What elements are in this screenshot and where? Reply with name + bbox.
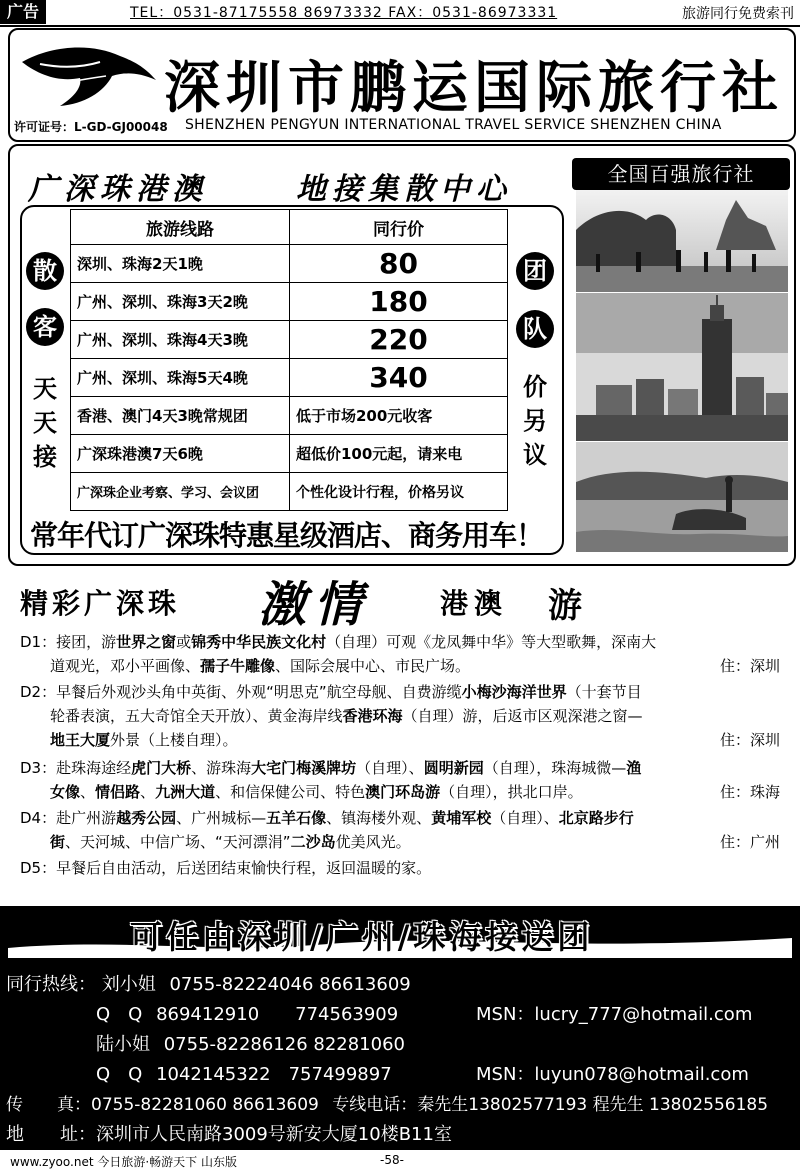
price-note-cell: 超低价100元起，请来电 (290, 435, 508, 473)
price-negotiable-vertical (516, 370, 554, 472)
table-row (71, 473, 508, 511)
photo-city-skyline (576, 293, 788, 441)
highlight: 世界之窗 (116, 633, 177, 651)
fax-label: 传 真： (6, 1095, 91, 1115)
highlight: 锦秀中华民族文化村 (191, 633, 327, 651)
itinerary-title (20, 568, 640, 633)
contact1-msn: lucry_777@hotmail.com (534, 1004, 753, 1025)
photo-fisher-girl-statue (576, 442, 788, 552)
text: 、天河城、中信广场、“天河漂涓” (65, 833, 291, 851)
day-label: D5： (20, 859, 57, 877)
contact2-msn-line (476, 1060, 749, 1086)
text: 接团，游 (56, 633, 117, 651)
special-line-numbers: 秦先生13802577193 程先生 13802556185 (417, 1095, 769, 1115)
address-label: 地 址： (6, 1124, 96, 1145)
vtext-char: 天 (33, 375, 57, 403)
route-cell: 香港、澳门4天3晚常规团 (71, 397, 290, 435)
contact1-name: 刘小姐 (101, 974, 156, 995)
day-label: D2： (20, 683, 57, 701)
route-price-table (70, 209, 508, 511)
contact-line5 (6, 1090, 768, 1115)
highlight: 女像 (50, 783, 81, 801)
highlight: 地王大厦 (50, 731, 111, 749)
itinerary-day1 (20, 630, 790, 678)
itinerary-day5 (20, 856, 790, 880)
day-label: D1： (20, 633, 57, 651)
text: （自理），拱北口岸。 (440, 783, 583, 801)
route-cell: 广深珠港澳7天6晚 (71, 435, 290, 473)
text: 、 (80, 783, 96, 801)
text: 、国际会展中心、市民广场。 (275, 657, 471, 675)
contact1-msn-line (476, 1000, 752, 1026)
top-divider (0, 25, 800, 27)
price-cell: 80 (290, 245, 508, 283)
itinerary-day2 (20, 680, 790, 752)
text: 、游珠海 (191, 759, 252, 777)
qq-label: Q Q (96, 1004, 143, 1025)
transfer-banner: 可任由深圳/广州/珠海接送团 (130, 918, 594, 956)
stay-location: 住：深圳 (719, 731, 780, 749)
route-cell: 广州、深圳、珠海4天3晚 (71, 321, 290, 359)
price-cell: 220 (290, 321, 508, 359)
route-cell: 广深珠企业考察、学习、会议团 (71, 473, 290, 511)
highlight: 黄埔军校 (431, 809, 492, 827)
price-cell: 340 (290, 359, 508, 397)
qq-label: Q Q (96, 1064, 143, 1085)
text: （十套节目 (566, 683, 642, 701)
page-number: -58- (380, 1153, 404, 1167)
col-header-price: 同行价 (290, 210, 508, 245)
table-row (71, 359, 508, 397)
top-strip (0, 0, 800, 26)
highlight: 圆明新园 (423, 759, 484, 777)
daily-pickup-vertical (26, 372, 64, 474)
itinerary-day4 (20, 806, 790, 854)
text: （自理）可观《龙凤舞中华》等大型歌舞，深南大 (326, 633, 657, 651)
highlight: 孺子牛雕像 (200, 657, 276, 675)
highlight: 香港环海 (342, 707, 403, 725)
text: 赴广州游 (56, 809, 117, 827)
day-label: D4： (20, 809, 57, 827)
route-cell: 深圳、珠海2天1晚 (71, 245, 290, 283)
text: 、镇海楼外观、 (326, 809, 432, 827)
stay-location: 住：深圳 (719, 657, 780, 675)
contact2-msn: luyun078@hotmail.com (534, 1064, 749, 1085)
highlight: 越秀公园 (116, 809, 177, 827)
vtext-char: 议 (523, 441, 547, 469)
address: 深圳市人民南路3009号新安大厦10楼B11室 (96, 1124, 452, 1145)
table-header-row (71, 210, 508, 245)
top100-badge: 全国百强旅行社 (572, 158, 790, 190)
text: 赴珠海途经 (56, 759, 132, 777)
special-line-label: 专线电话： (332, 1095, 418, 1115)
text: 道观光，邓小平画像、 (50, 657, 201, 675)
contact-line1 (6, 970, 411, 996)
site-slogan: www.zyoo.net 今日旅游·畅游天下 山东版 (10, 1155, 237, 1169)
text: （自理）游，后返市区观深港之窗— (402, 707, 643, 725)
agency-name: 深圳市鹏运国际旅行社 (164, 55, 784, 121)
table-row (71, 321, 508, 359)
text: 、 (140, 783, 156, 801)
vtext-char: 接 (33, 443, 57, 471)
ad-tag: 广告 (0, 0, 46, 24)
route-cell: 广州、深圳、珠海3天2晚 (71, 283, 290, 321)
title-part3: 港澳 (440, 587, 509, 620)
fax-number: 0755-82281060 86613609 (91, 1095, 319, 1115)
highlight: 九洲大道 (155, 783, 216, 801)
contact2-qq: 1042145322 757499897 (156, 1064, 392, 1085)
msn-label: MSN： (476, 1064, 535, 1085)
itinerary-day3 (20, 756, 790, 804)
highlight: 渔 (626, 759, 642, 777)
badge-san: 散 (26, 252, 64, 290)
vtext-char: 另 (523, 407, 547, 435)
agency-english-name: SHENZHEN PENGYUN INTERNATIONAL TRAVEL SERVICE SHENZHEN CHINA (185, 117, 722, 133)
highlight: 虎门大桥 (131, 759, 192, 777)
page-footer (0, 1150, 800, 1171)
table-row (71, 283, 508, 321)
contact1-qq: 869412910 774563909 (156, 1004, 399, 1025)
eagle-logo-icon (20, 42, 160, 108)
text: 或 (176, 633, 192, 651)
day-label: D3： (20, 759, 57, 777)
contact-line4 (96, 1060, 392, 1086)
col-header-route: 旅游线路 (71, 210, 290, 245)
vtext-char: 天 (33, 409, 57, 437)
stay-location: 住：广州 (719, 833, 780, 851)
highlight: 大宅门梅溪牌坊 (251, 759, 357, 777)
highlight: 五羊石像 (266, 809, 327, 827)
highlight: 二沙岛 (290, 833, 336, 851)
price-cell: 180 (290, 283, 508, 321)
price-note-cell: 低于市场200元收客 (290, 397, 508, 435)
agency-header (8, 28, 796, 142)
contact-line6 (6, 1120, 452, 1146)
contact1-phone: 0755-82224046 86613609 (169, 974, 411, 995)
free-guide-note: 旅游同行免费索刊 (682, 6, 794, 22)
badge-tuan: 团 (516, 252, 554, 290)
msn-label: MSN： (476, 1004, 535, 1025)
title-passion: 激情 (258, 577, 371, 633)
text: 早餐后外观沙头角中英街、外观“明思克”航空母舰、自费游缆 (56, 683, 462, 701)
hotel-booking-banner: 常年代订广深珠特惠星级酒店、商务用车！ (30, 519, 544, 552)
text: 、和信保健公司、特色 (215, 783, 366, 801)
text: 优美风光。 (335, 833, 411, 851)
route-cell: 广州、深圳、珠海5天4晚 (71, 359, 290, 397)
license-number: 许可证号：L-GD-GJ00048 (14, 120, 168, 134)
highlight: 街 (50, 833, 66, 851)
table-row (71, 397, 508, 435)
hotline-label: 同行热线： (6, 974, 96, 995)
text: （自理），珠海城微— (483, 759, 627, 777)
title-part1: 精彩广深珠 (20, 587, 181, 620)
price-note-cell: 个性化设计行程，价格另议 (290, 473, 508, 511)
center-tagline: 地接集散中心 (296, 172, 512, 207)
photo-statue-square (576, 190, 788, 292)
contact2-name: 陆小姐 (96, 1034, 150, 1055)
text: 外景（上楼自理）。 (110, 731, 238, 749)
badge-dui: 队 (516, 310, 554, 348)
highlight: 北京路步行 (558, 809, 634, 827)
table-row (71, 435, 508, 473)
badge-ke: 客 (26, 308, 64, 346)
top-contact-line: TEL：0531-87175558 86973332 FAX：0531-86973331 (130, 5, 558, 21)
text: 、广州城标— (176, 809, 267, 827)
stay-location: 住：珠海 (719, 783, 780, 801)
region-tagline: 广深珠港澳 (28, 172, 208, 207)
text: 轮番表演，五大奇馆全天开放）、黄金海岸线 (50, 707, 343, 725)
text: （自理）、 (356, 759, 424, 777)
highlight: 情侣路 (95, 783, 141, 801)
contact2-phone: 0755-82286126 82281060 (163, 1034, 405, 1055)
contact-line3 (96, 1030, 405, 1056)
highlight: 澳门环岛游 (365, 783, 441, 801)
text: （自理）、 (491, 809, 559, 827)
table-row (71, 245, 508, 283)
highlight: 小梅沙海洋世界 (461, 683, 567, 701)
title-part4: 游 (548, 586, 582, 626)
contact-line2 (96, 1000, 398, 1026)
vtext-char: 价 (523, 373, 547, 401)
text: 早餐后自由活动，后送团结束愉快行程，返回温暖的家。 (56, 859, 432, 877)
